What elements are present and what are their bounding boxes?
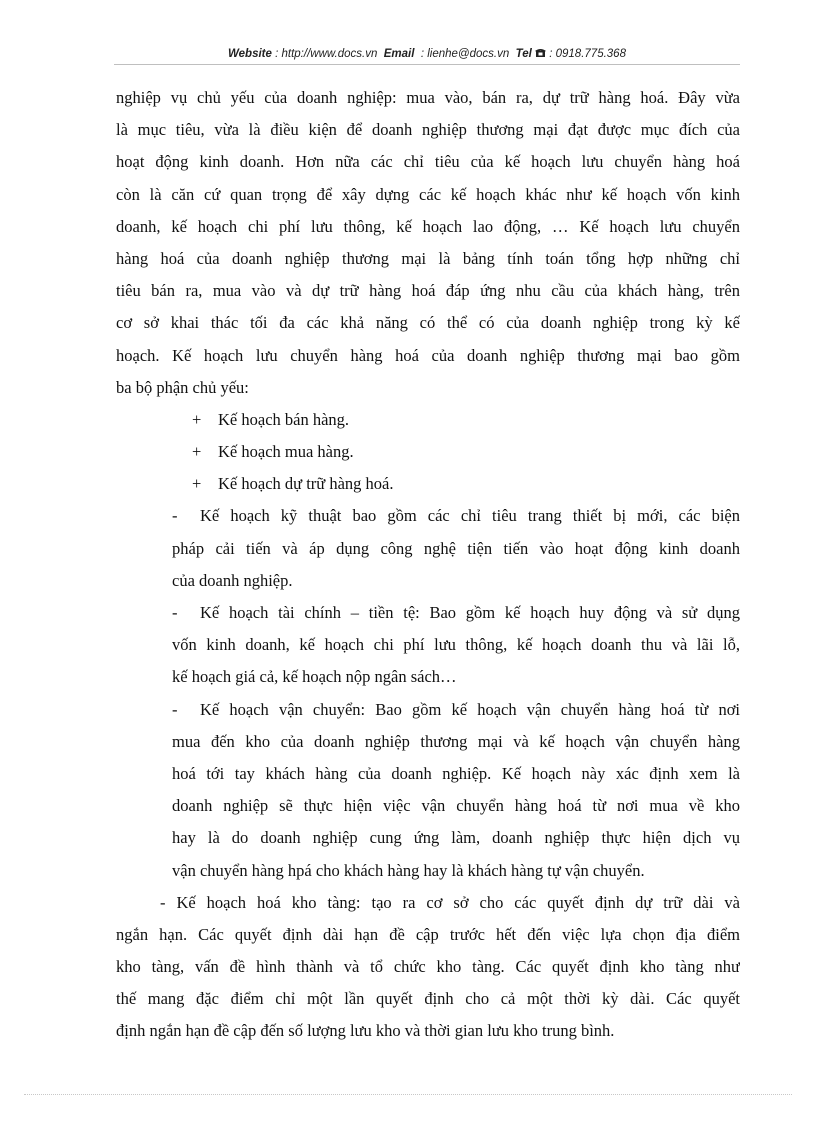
text-line: hàng hoá của doanh nghiệp thương mại là bảng tính toán tổng hợp những chỉ bbox=[116, 248, 740, 268]
list-item-text: Kế hoạch bán hàng. bbox=[218, 409, 350, 429]
dash-item-text: Kế hoạch kỹ thuật bao gồm các chỉ tiêu trang thiết bị mới, các biện bbox=[200, 506, 740, 526]
text-line: hay là do doanh nghiệp cung ứng làm, doanh nghiệp thực hiện dịch vụ bbox=[172, 828, 740, 848]
list-item bbox=[116, 404, 740, 436]
text-line: ba bộ phận chủ yếu: bbox=[116, 377, 249, 397]
tel-label: Tel bbox=[515, 48, 532, 60]
email-address[interactable]: : lienhe@docs.vn bbox=[420, 48, 510, 60]
list-item bbox=[116, 468, 740, 500]
text-line: vận chuyển hàng hpá cho khách hàng hay là khách hàng tự vận chuyển. bbox=[172, 860, 645, 880]
text-line: nghiệp vụ chủ yếu của doanh nghiệp: mua vào, bán ra, dự trữ hàng hoá. Đây vừa bbox=[116, 88, 740, 107]
text-line bbox=[116, 597, 740, 629]
paragraph-warehouse-plan bbox=[116, 887, 740, 1048]
text-line: là mục tiêu, vừa là điều kiện để doanh nghiệp thương mại đạt được mục đích của bbox=[116, 120, 740, 140]
tel-number: : 0918.775.368 bbox=[549, 48, 626, 60]
plus-bullet: + bbox=[192, 474, 202, 494]
text-line bbox=[116, 694, 740, 726]
text-line bbox=[116, 500, 740, 532]
dash-item-text: Kế hoạch vận chuyển: Bao gồm kế hoạch vận chuyển hàng hoá từ nơi bbox=[200, 699, 740, 719]
text-line: tiêu bán ra, mua vào và dự trữ hàng hoá đáp ứng nhu cầu của khách hàng, trên bbox=[116, 281, 740, 301]
text-line: còn là căn cứ quan trọng để xây dựng các kế hoạch khác như kế hoạch vốn kinh bbox=[116, 184, 740, 204]
dash-item-financial-plan bbox=[116, 597, 740, 694]
footer-divider bbox=[24, 1094, 792, 1095]
text-line: thế mang đặc điểm chỉ một lần quyết định cho cả một thời kỳ dài. Các quyết bbox=[116, 989, 740, 1009]
phone-icon bbox=[535, 48, 546, 61]
plus-bullet: + bbox=[192, 409, 202, 429]
text-line: hoạch. Kế hoạch lưu chuyển hàng hoá của doanh nghiệp thương mại bao gồm bbox=[116, 345, 740, 365]
dash-item-technical-plan bbox=[116, 500, 740, 597]
dash-bullet: - bbox=[172, 506, 178, 526]
text-line: vốn kinh doanh, kế hoạch chi phí lưu thông, kế hoạch doanh thu và lãi lỗ, bbox=[172, 635, 740, 655]
text-line: của doanh nghiệp. bbox=[172, 570, 293, 590]
text-line: doanh, kế hoạch chi phí lưu thông, kế hoạch lao động, … Kế hoạch lưu chuyển bbox=[116, 216, 740, 236]
text-line: - Kế hoạch hoá kho tàng: tạo ra cơ sở cho các quyết định dự trữ dài và bbox=[160, 892, 740, 912]
list-item bbox=[116, 436, 740, 468]
list-item-text: Kế hoạch dự trữ hàng hoá. bbox=[218, 474, 394, 494]
dash-item-text: Kế hoạch tài chính – tiền tệ: Bao gồm kế hoạch huy động và sử dụng bbox=[200, 603, 740, 622]
dash-item-transport-plan bbox=[116, 694, 740, 887]
list-item-text: Kế hoạch mua hàng. bbox=[218, 442, 354, 462]
text-line: mua đến kho của doanh nghiệp thương mại và kế hoạch vận chuyển hàng bbox=[172, 731, 740, 751]
document-body bbox=[116, 82, 740, 1048]
text-line: pháp cải tiến và áp dụng công nghệ tiện tiến vào hoạt động kinh doanh bbox=[172, 538, 740, 558]
page-header bbox=[114, 48, 740, 64]
text-line: hoạt động kinh doanh. Hơn nữa các chỉ tiêu của kế hoạch lưu chuyển hàng hoá bbox=[116, 152, 740, 172]
paragraph-intro bbox=[116, 82, 740, 404]
text-line: hoá tới tay khách hàng của doanh nghiệp. Kế hoạch này xác định xem là bbox=[172, 763, 740, 783]
dash-bullet: - bbox=[172, 603, 178, 622]
text-line: kho tàng, vấn đề hình thành và tổ chức kho tàng. Các quyết định kho tàng như bbox=[116, 957, 740, 977]
plus-list bbox=[116, 404, 740, 501]
text-line: doanh nghiệp sẽ thực hiện việc vận chuyển hàng hoá từ nơi mua về kho bbox=[172, 796, 740, 816]
website-label: Website bbox=[228, 48, 272, 60]
text-line: ngắn hạn. Các quyết định dài hạn đề cập trước hết đến việc lựa chọn địa điểm bbox=[116, 924, 740, 944]
dash-bullet: - bbox=[172, 699, 178, 719]
text-line: định ngắn hạn đề cập đến số lượng lưu kho và thời gian lưu kho trung bình. bbox=[116, 1021, 615, 1041]
text-line: cơ sở khai thác tối đa các khả năng có thể có của doanh nghiệp trong kỳ kế bbox=[116, 313, 740, 333]
email-label: Email bbox=[383, 48, 415, 60]
text-line: kế hoạch giá cả, kế hoạch nộp ngân sách… bbox=[172, 667, 457, 687]
plus-bullet: + bbox=[192, 442, 202, 462]
header-divider bbox=[114, 64, 740, 65]
website-url[interactable]: : http://www.docs.vn bbox=[275, 48, 378, 60]
